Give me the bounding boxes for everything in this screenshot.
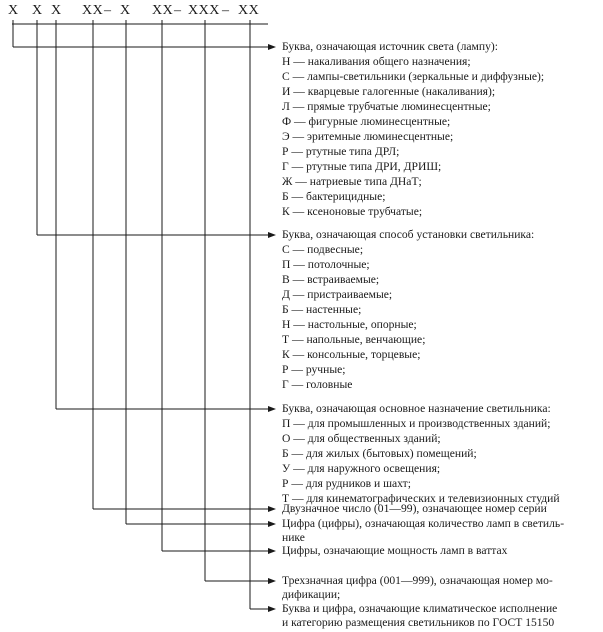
list-item: Н — настольные, опорные; xyxy=(282,318,417,331)
list-item: Р — ртутные типа ДРЛ; xyxy=(282,145,400,158)
code-char-6: ХХ xyxy=(152,3,174,18)
code-char-3: Х xyxy=(51,3,62,18)
arrow-icon xyxy=(268,521,276,527)
list-item: Б — настенные; xyxy=(282,303,362,316)
group-title: Буква, означающая основное назначение светильника: xyxy=(282,402,551,415)
group-title-cont: нике xyxy=(282,531,305,544)
arrow-icon xyxy=(268,44,276,50)
list-item: И — кварцевые галогенные (накаливания); xyxy=(282,85,496,98)
group-title: Буква, означающая источник света (лампу): xyxy=(282,40,498,53)
list-item: Э — эритемные люминесцентные; xyxy=(282,130,454,143)
group-title-cont: и категорию размещения светильников по ГОСТ 15150 xyxy=(282,616,555,629)
group-title: Двузначное число (01—99), означающее номер серии xyxy=(282,502,547,515)
code-dash-3: – xyxy=(222,3,230,18)
list-item: Л — прямые трубчатые люминесцентные; xyxy=(282,100,491,113)
code-char-1: Х xyxy=(8,3,19,18)
code-char-8: ХХ xyxy=(238,3,260,18)
code-char-4: ХХ xyxy=(82,3,104,18)
list-item: Ж — натриевые типа ДНаТ; xyxy=(282,175,422,188)
list-item: Ф — фигурные люминесцентные; xyxy=(282,115,451,128)
list-item: Т — для кинематографических и телевизионных студий xyxy=(282,492,560,505)
list-item: Р — ручные; xyxy=(282,363,346,376)
list-item: К — консольные, торцевые; xyxy=(282,348,421,361)
list-item: С — подвесные; xyxy=(282,243,364,256)
list-item: К — ксеноновые трубчатые; xyxy=(282,205,423,218)
group-title: Цифра (цифры), означающая количество ламп в светиль- xyxy=(282,517,565,530)
list-item: В — встраиваемые; xyxy=(282,273,380,286)
group-title-cont: дификации; xyxy=(282,588,341,601)
code-char-5: Х xyxy=(120,3,131,18)
list-item: С — лампы-светильники (зеркальные и диффузные); xyxy=(282,70,545,83)
group-title: Трехзначная цифра (001—999), означающая номер мо- xyxy=(282,574,553,587)
group-title: Буква и цифра, означающие климатическое исполнение xyxy=(282,602,558,615)
list-item: Р — для рудников и шахт; xyxy=(282,477,411,490)
group-title: Цифры, означающие мощность ламп в ваттах xyxy=(282,544,508,557)
group-title: Буква, означающая способ установки светильника: xyxy=(282,228,535,241)
code-dash-2: – xyxy=(174,3,182,18)
list-item: Д — пристраиваемые; xyxy=(282,288,393,301)
arrow-icon xyxy=(268,406,276,412)
list-item: У — для наружного освещения; xyxy=(282,462,441,475)
arrow-icon xyxy=(268,578,276,584)
arrow-icon xyxy=(268,506,276,512)
code-char-2: Х xyxy=(32,3,43,18)
arrow-icon xyxy=(268,548,276,554)
arrow-icon xyxy=(268,606,276,612)
list-item: Н — накаливания общего назначения; xyxy=(282,55,471,68)
list-item: Т — напольные, венчающие; xyxy=(282,333,426,346)
list-item: П — потолочные; xyxy=(282,258,370,271)
list-item: Б — для жилых (бытовых) помещений; xyxy=(282,447,477,460)
list-item: О — для общественных зданий; xyxy=(282,432,441,445)
list-item: Г — головные xyxy=(282,378,353,391)
code-dash-1: – xyxy=(104,3,112,18)
code-char-7: ХХХ xyxy=(188,3,220,18)
list-item: П — для промышленных и производственных зданий; xyxy=(282,417,551,430)
arrow-icon xyxy=(268,232,276,238)
list-item: Г — ртутные типа ДРИ, ДРИШ; xyxy=(282,160,442,173)
list-item: Б — бактерицидные; xyxy=(282,190,386,203)
